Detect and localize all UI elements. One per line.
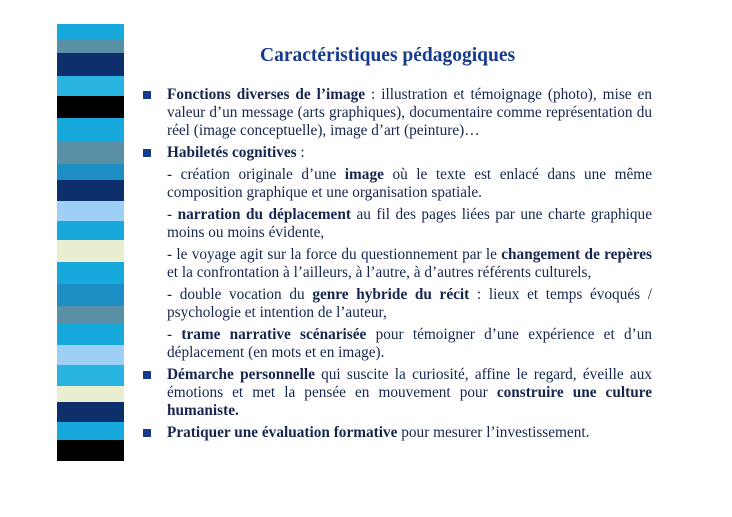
- stripe-band: [57, 345, 124, 365]
- sub-item-narration: - narration du déplacement au fil des pages liées par une charte graphique moins ou moins évidente,: [167, 206, 652, 241]
- stripe-band: [57, 53, 124, 76]
- stripe-band: [57, 118, 124, 141]
- stripe-band: [57, 180, 124, 201]
- stripe-band: [57, 402, 124, 422]
- slide-content: [143, 86, 652, 446]
- sub-item-genre: - double vocation du genre hybride du récit : lieux et temps évoqués / psychologie et intention de l’auteur,: [167, 286, 653, 321]
- bullet-heading: Fonctions diverses de l’image: [167, 86, 366, 103]
- sub-item-voyage: - le voyage agit sur la force du questionnement par le changement de repères et la confrontation à l’ailleurs, à l’autre, à d’autres référents culturels,: [167, 246, 652, 281]
- stripe-band: [57, 141, 124, 164]
- stripe-band: [57, 240, 124, 262]
- stripe-band: [57, 323, 124, 345]
- stripe-band: [57, 96, 124, 118]
- square-bullet-icon: [143, 149, 151, 157]
- stripe-band: [57, 422, 124, 440]
- stripe-band: [57, 306, 124, 323]
- bullet-text: : illustration et témoignage (photo), mise en valeur d’un message (arts graphiques), documentaire comme représentation du réel (image conceptuelle), image d’art (peinture)…: [167, 86, 652, 139]
- decorative-stripe-bar: [57, 24, 124, 493]
- stripe-band: [57, 386, 124, 402]
- stripe-band: [57, 201, 124, 221]
- bullet-item-evaluation: Pratiquer une évaluation formative pour mesurer l’investissement.: [143, 424, 652, 442]
- stripe-band: [57, 284, 124, 306]
- bullet-text: :: [296, 144, 305, 161]
- sub-item-creation: - création originale d’une image où le texte est enlacé dans une même composition graphique et une organisation spatiale.: [167, 166, 652, 201]
- stripe-band: [57, 164, 124, 180]
- square-bullet-icon: [143, 429, 151, 437]
- sub-item-trame: - trame narrative scénarisée pour témoigner d’une expérience et d’un déplacement (en mots et en image).: [167, 326, 652, 361]
- slide-title: Caractéristiques pédagogiques: [260, 45, 516, 66]
- square-bullet-icon: [143, 371, 151, 379]
- stripe-band: [57, 24, 124, 40]
- stripe-band: [57, 440, 124, 461]
- bullet-item-demarche: Démarche personnelle qui suscite la curiosité, affine le regard, éveille aux émotions et met la pensée en mouvement pour construire une culture humaniste.: [143, 366, 652, 420]
- bullet-item-functions: [143, 86, 652, 140]
- bullet-item-cognitive: [143, 144, 652, 162]
- stripe-band: [57, 365, 124, 386]
- stripe-band: [57, 221, 124, 240]
- bullet-heading: Habiletés cognitives: [167, 144, 297, 161]
- stripe-band: [57, 262, 124, 284]
- stripe-band: [57, 40, 124, 53]
- square-bullet-icon: [143, 91, 151, 99]
- stripe-band: [57, 76, 124, 96]
